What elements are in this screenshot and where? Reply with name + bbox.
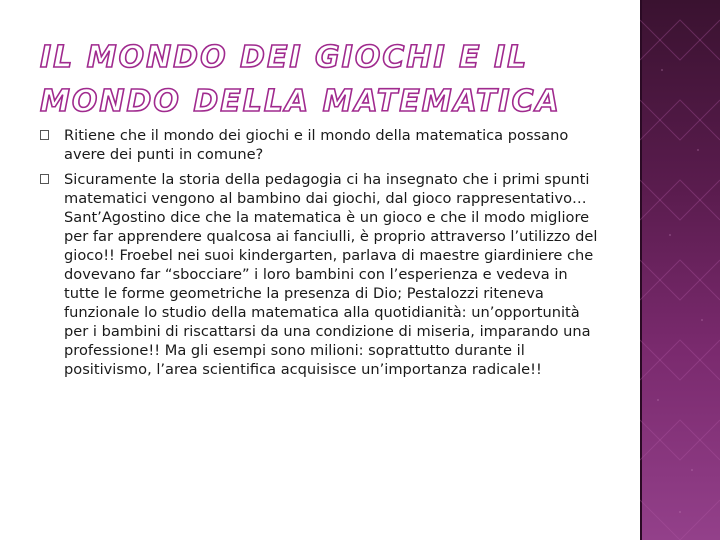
bullet-item xyxy=(40,126,600,164)
bullet-text: Sicuramente la storia della pedagogia ci ha insegnato che i primi spunti matematici vengono al bambino dai giochi, dal gioco rappresentativo…Sant’Agostino dice che la matematica è un gioco e che il modo migliore per far apprendere qualcosa ai fanciulli, è proprio attraverso l’utilizzo del gioco!! Froebel nei suoi kindergarten, parlava di maestre giardiniere che dovevano far “sbocciare” i loro bambini con l’esperienza e vedeva in tutte le forme geometriche la presenza di Dio; Pestalozzi riteneva funzionale lo studio della matematica alla quotidianità: un’opportunità per i bambini di riscattarsi da una condizione di miseria, imparando una professione!! Ma gli esempi sono milioni: soprattutto durante il positivismo, l’area scientifica acquisisce un’importanza radicale!! xyxy=(64,171,598,378)
bullet-text: Ritiene che il mondo dei giochi e il mondo della matematica possano avere dei punti in comune? xyxy=(64,127,569,163)
diamond-pattern-decoration xyxy=(640,0,720,540)
bullet-box-icon xyxy=(40,130,49,140)
slide-title: IL MONDO DEI GIOCHI E IL MONDO DELLA MATEMATICA xyxy=(40,40,561,119)
bullet-item xyxy=(40,170,600,379)
bullet-box-icon xyxy=(40,174,49,184)
bullet-list xyxy=(40,126,600,385)
decorative-side-band xyxy=(640,0,720,540)
